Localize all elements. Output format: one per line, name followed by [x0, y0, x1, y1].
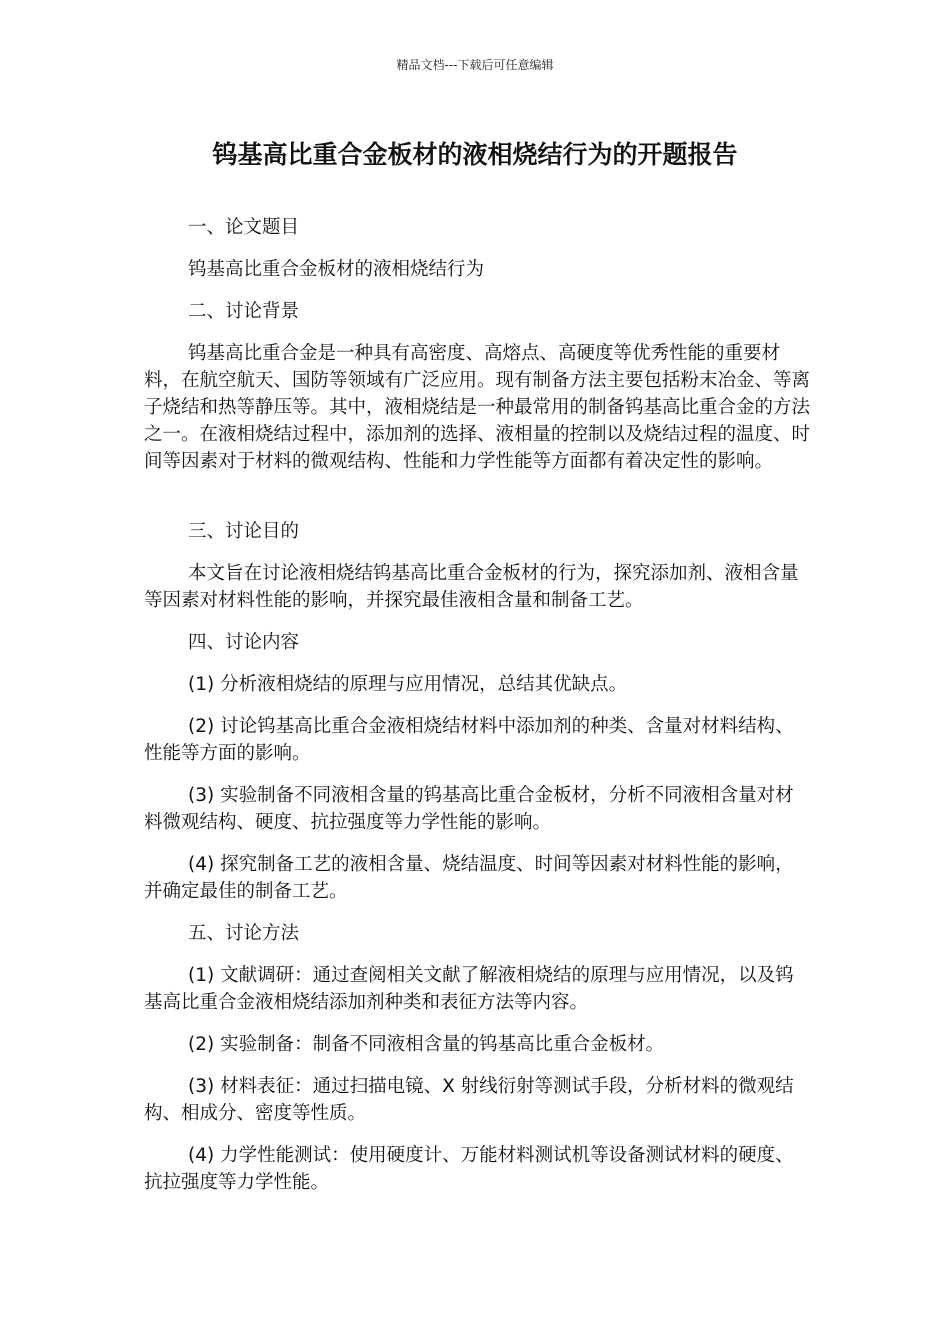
content-item: (1) 分析液相烧结的原理与应用情况，总结其优缺点。	[188, 674, 628, 695]
section-heading-topic: 一、论文题目	[188, 217, 300, 238]
method-item: (3) 材料表征：通过扫描电镜、X 射线衍射等测试手段，分析材料的微观结构、相成分、密度等性质。	[144, 1076, 794, 1124]
method-item: (4) 力学性能测试：使用硬度计、万能材料测试机等设备测试材料的硬度、抗拉强度等力学性能。	[144, 1145, 794, 1193]
section-heading-background: 二、讨论背景	[188, 301, 300, 322]
section-heading-content: 四、讨论内容	[188, 632, 300, 653]
topic-text: 钨基高比重合金板材的液相烧结行为	[188, 259, 485, 280]
method-item: (1) 文献调研：通过查阅相关文献了解液相烧结的原理与应用情况，以及钨基高比重合金液相烧结添加剂种类和表征方法等内容。	[144, 965, 794, 1013]
section-heading-purpose: 三、讨论目的	[188, 521, 300, 542]
section-heading-method: 五、讨论方法	[188, 923, 300, 944]
purpose-paragraph: 本文旨在讨论液相烧结钨基高比重合金板材的行为，探究添加剂、液相含量等因素对材料性能的影响，并探究最佳液相含量和制备工艺。	[144, 563, 799, 611]
page-header: 精品文档---下载后可任意编辑	[396, 58, 554, 72]
document-title: 钨基高比重合金板材的液相烧结行为的开题报告	[212, 140, 738, 169]
content-item: (3) 实验制备不同液相含量的钨基高比重合金板材，分析不同液相含量对材料微观结构、硬度、抗拉强度等力学性能的影响。	[144, 785, 794, 833]
content-item: (2) 讨论钨基高比重合金液相烧结材料中添加剂的种类、含量对材料结构、性能等方面的影响。	[144, 716, 794, 764]
content-item: (4) 探究制备工艺的液相含量、烧结温度、时间等因素对材料性能的影响，并确定最佳的制备工艺。	[144, 854, 794, 902]
method-item: (2) 实验制备：制备不同液相含量的钨基高比重合金板材。	[188, 1034, 665, 1055]
background-paragraph: 钨基高比重合金是一种具有高密度、高熔点、高硬度等优秀性能的重要材料，在航空航天、国防等领域有广泛应用。现有制备方法主要包括粉末冶金、等离子烧结和热等静压等。其中，液相烧结是一种最常用的制备钨基高比重合金的方法之一。在液相烧结过程中，添加剂的选择、液相量的控制以及烧结过程的温度、时间等因素对于材料的微观结构、性能和力学性能等方面都有着决定性的影响。	[144, 343, 811, 472]
